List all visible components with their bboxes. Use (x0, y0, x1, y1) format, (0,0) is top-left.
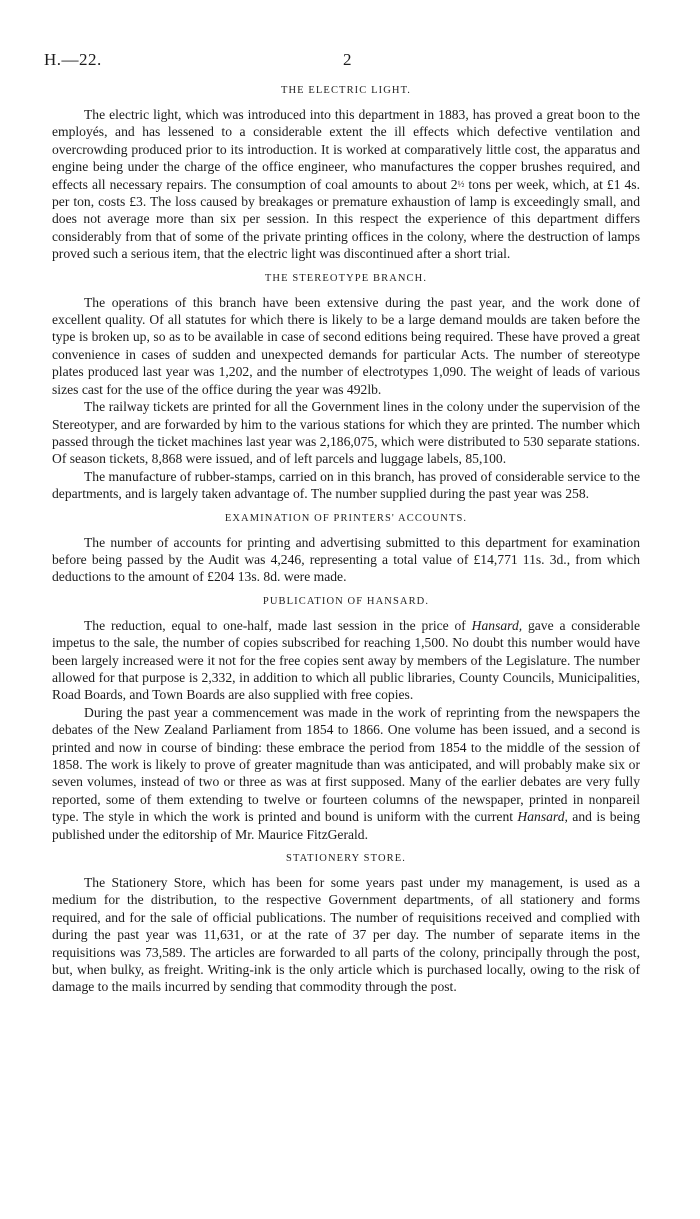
paragraph: The manufacture of rubber-stamps, carried on in this branch, has proved of considerable service to the departments, and is largely taken advantage of. The number supplied during the past year was 258. (52, 468, 640, 502)
paragraph-text: gave a considerable impetus to the sale, the number of copies subscribed for reaching 1,500. No doubt this number would have been largely increased were it not for the free copies sent away by members of the Legislature. The number allowed for that purpose is 2,332, in addition to which all public libraries, County Councils, Municipalities, Road Boards, and Town Boards are also supplied with free copies. (52, 617, 641, 703)
section-heading: PUBLICATION OF HANSARD. (262, 595, 430, 607)
paragraph: The number of accounts for printing and advertising submitted to this department for examination before being passed by the Audit was 4,246, representing a total value of £14,771 11s. 3d., from which deductions to the amount of £204 13s. 8d. were made. (52, 534, 640, 585)
hansard-title: Hansard, (517, 809, 568, 825)
paragraph-text: The electric light, which was introduced into this department in 1883, has proved a great boon to the employés, and has lessened to a considerable extent the ill effects which defective ventilation and overcrowding produced prior to its introduction. It is worked at comparatively little cost, the apparatus and engine being under the charge of the office engineer, who manufactures the copper brushes required, and effects all necessary repairs. The consumption of coal amounts to about 2 (52, 107, 640, 192)
hansard-title: Hansard, (471, 617, 523, 633)
document-reference: H.—22. (44, 50, 102, 69)
paragraph-text: and is being published under the editorship of Mr. Maurice FitzGerald. (52, 809, 641, 842)
section-heading: EXAMINATION OF PRINTERS' ACCOUNTS. (224, 512, 468, 524)
section-printers-accounts (52, 512, 640, 586)
section-heading: THE ELECTRIC LIGHT. (280, 85, 412, 96)
page-number: 2 (343, 50, 352, 69)
section-stereotype-branch (52, 272, 640, 503)
paragraph-text: The reduction, equal to one-half, made last session in the price of (84, 617, 472, 633)
paragraph-text: tons per week, which, at £1 4s. per ton, costs £3. The loss caused by breakages or premature exhaustion of lamp is exceedingly small, and does not average more than six per session. In this respect the experience of this department differs considerably from that of some of the private printing offices in the colony, where the destruction of lamps proved such a serious item, that the electric light was discontinued after a short trial. (52, 176, 640, 262)
paragraph: The operations of this branch have been extensive during the past year, and the work done of excellent quality. Of all statutes for which there is likely to be a large demand moulds are taken before the type is broken up, so as to be available in case of second editions being required. These have proved a great convenience in cases of sudden and unexpected demands for particular Acts. The number of stereotype plates produced last year was 1,202, and the number of electrotypes 1,090. The weight of leads of various sizes cast for the use of the office during the year was 492lb. (52, 294, 640, 397)
paragraph (52, 617, 640, 704)
paragraph (52, 106, 640, 263)
fraction-half: ½ (457, 178, 465, 189)
section-heading: THE STEREOTYPE BRANCH. (264, 272, 428, 284)
section-heading: STATIONERY STORE. (286, 853, 406, 865)
paragraph: The Stationery Store, which has been for some years past under my management, is used as a medium for the distribution, to the respective Government departments, of all stationery and forms required, and for the sale of official publications. The number of requisitions received and complied with during the past year was 11,631, or at the rate of 37 per day. The number of separate items in the requisitions was 73,589. The articles are forwarded to all parts of the colony, principally through the post, but, when bulky, as freight. Writing-ink is the only article which is purchased locally, owing to the risk of damage to the mails incurred by sending that commodity through the post. (52, 875, 640, 995)
section-electric-light (52, 84, 640, 263)
paragraph-text: During the past year a commencement was made in the work of reprinting from the newspapers the debates of the New Zealand Parliament from 1854 to 1866. One volume has been issued, and a second is printed and now in course of binding: these embrace the period from 1854 to the middle of the session of 1858. The work is likely to prove of greater magnitude than was anticipated, and will probably make six or seven volumes, instead of two or three as was at first supposed. Many of the earlier debates are very fully reported, some of them extending to twelve or fourteen columns of the newspaper, printed in nonpareil type. The style in which the work is printed and bound is uniform with the current (52, 704, 640, 825)
section-stationery-store (52, 852, 640, 996)
paragraph (52, 704, 640, 843)
page-body (52, 84, 640, 1005)
section-publication-hansard (52, 595, 640, 843)
paragraph: The railway tickets are printed for all the Government lines in the colony under the supervision of the Stereotyper, and are forwarded by him to the various stations for which they are printed. The number which passed through the ticket machines last year was 2,186,075, which were distributed to 530 separate stations. Of season tickets, 8,868 were issued, and of left parcels and luggage labels, 85,100. (52, 399, 640, 467)
